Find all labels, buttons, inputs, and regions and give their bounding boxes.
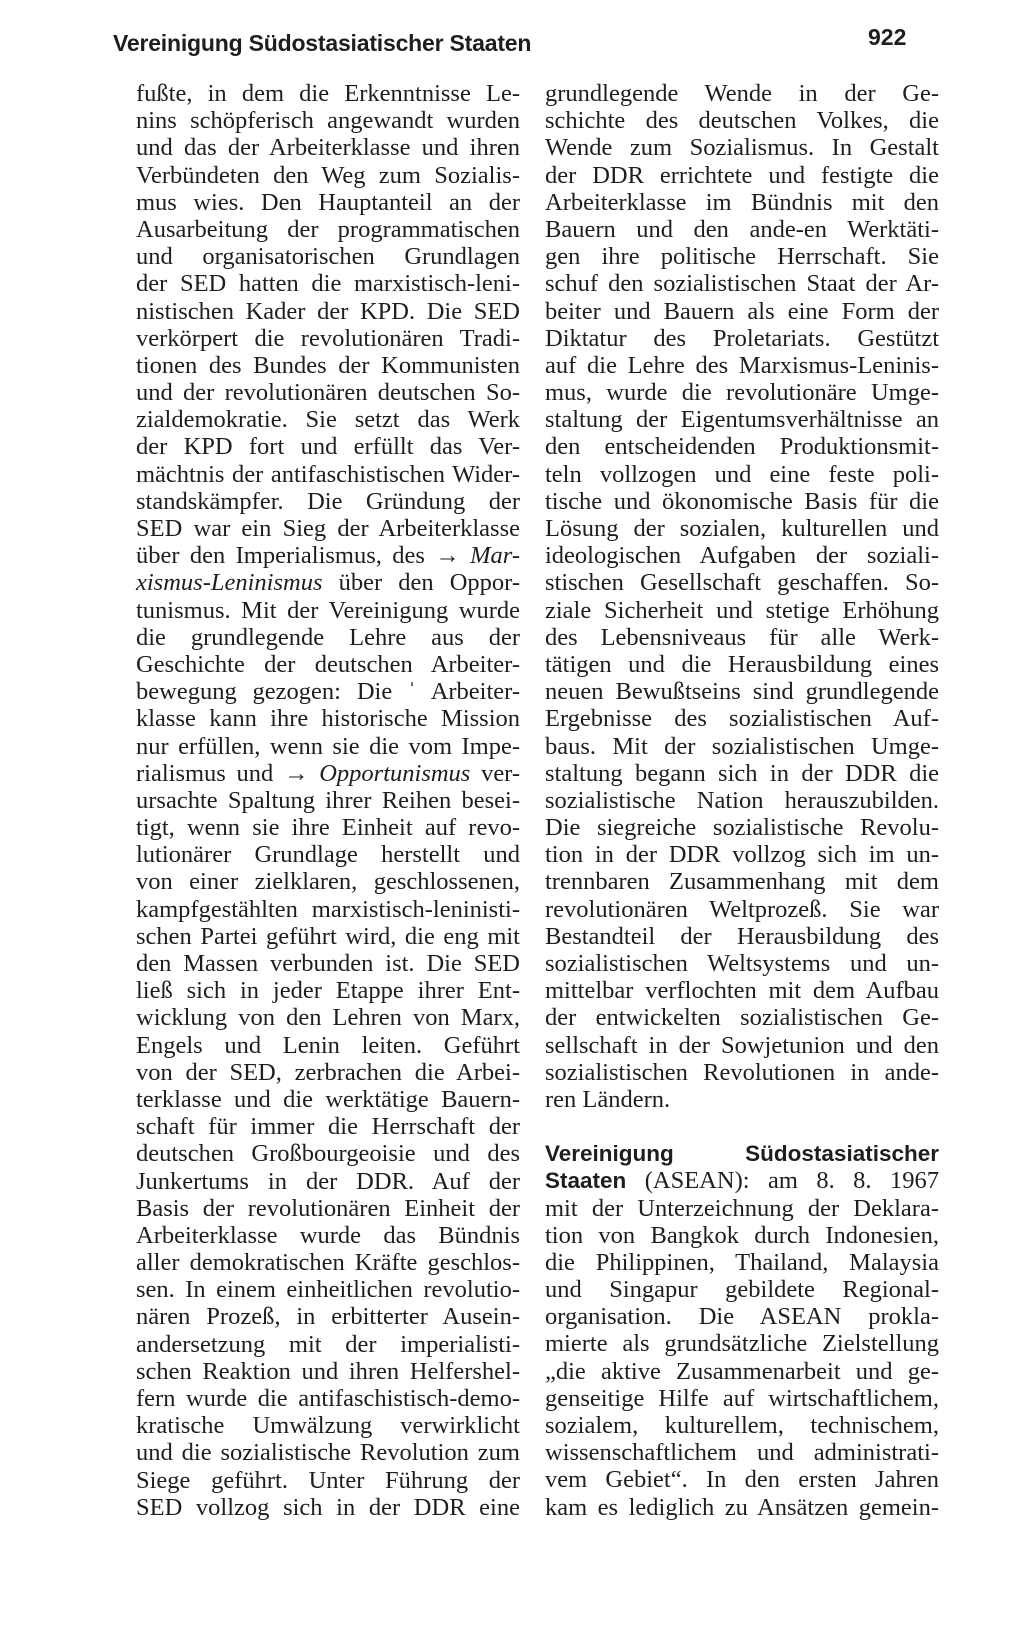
text-line: Geschichte der deutschen Arbeiter- xyxy=(136,650,520,678)
text-line: sen. In einem einheitlichen revolutio- xyxy=(136,1276,520,1304)
text-line xyxy=(136,542,520,569)
text-line: Junkertums in der DDR. Auf der xyxy=(136,1167,520,1195)
text-line: wissenschaftlichem und administrati- xyxy=(545,1439,939,1467)
text-line: nins schöpferisch angewandt wurden xyxy=(136,107,520,135)
cross-reference-arrow: → xyxy=(284,759,309,787)
text-line: standskämpfer. Die Gründung der xyxy=(136,487,520,515)
text-line: Diktatur des Proletariats. Gestützt xyxy=(545,324,939,352)
text-line: die grundlegende Lehre aus der xyxy=(136,623,520,651)
text-line: neuen Bewußtseins sind grundlegende xyxy=(545,678,939,706)
text-line: ursachte Spaltung ihrer Reihen besei- xyxy=(136,786,520,814)
text-line: gen ihre politische Herrschaft. Sie xyxy=(545,243,939,271)
text-line: mus wies. Den Hauptanteil an der xyxy=(136,188,520,216)
text-line: andersetzung mit der imperialisti- xyxy=(136,1330,520,1358)
page-number: 922 xyxy=(868,24,907,50)
text-line: fußte, in dem die Erkenntnisse Le- xyxy=(136,80,520,107)
text-line: beiter und Bauern als eine Form der xyxy=(545,297,939,325)
text-line: sellschaft in der Sowjetunion und den xyxy=(545,1031,939,1059)
entry-headword: Staaten xyxy=(545,1168,627,1194)
text-line: genseitige Hilfe auf wirtschaftlichem, xyxy=(545,1384,939,1412)
text-line: mittelbar verflochten mit dem Aufbau xyxy=(545,977,939,1005)
text-line: Lösung der sozialen, kulturellen und xyxy=(545,515,939,542)
text-line xyxy=(136,569,520,596)
entry-date: am 8. 8. 1967 xyxy=(767,1167,940,1195)
text-segment: über den Imperialismus, des xyxy=(136,542,425,570)
text-line: und Singapur gebildete Regional- xyxy=(545,1276,939,1304)
text-line: Ergebnisse des sozialistischen Auf- xyxy=(545,705,939,733)
text-line: schichte des deutschen Volkes, die xyxy=(545,107,939,135)
text-line: ließ sich in jeder Etappe ihrer Ent- xyxy=(136,977,520,1005)
text-line: schen Reaktion und ihren Helfershel- xyxy=(136,1357,520,1385)
text-segment: über den Oppor- xyxy=(338,569,520,597)
text-line: mierte als grundsätzliche Zielstellung xyxy=(545,1330,939,1358)
text-line: mus, wurde die revolutionäre Umge- xyxy=(545,379,939,407)
text-line: stischen Gesellschaft geschaffen. So- xyxy=(545,569,939,597)
text-line: verkörpert die revolutionären Tradi- xyxy=(136,324,520,352)
text-line: Engels und Lenin leiten. Geführt xyxy=(136,1031,520,1059)
text-line: kam es lediglich zu Ansätzen gemein- xyxy=(545,1493,939,1521)
text-line: auf die Lehre des Marxismus-Leninis- xyxy=(545,351,939,379)
text-line: kratische Umwälzung verwirklicht xyxy=(136,1412,520,1440)
entry-headword-line xyxy=(545,1167,939,1194)
entry-separator xyxy=(545,1113,939,1140)
text-line: Arbeiterklasse wurde das Bündnis xyxy=(136,1221,520,1249)
text-line: von der SED, zerbrachen die Arbei- xyxy=(136,1058,520,1086)
text-line: tische und ökonomische Basis für die xyxy=(545,487,939,515)
text-line: wicklung von den Lehren von Marx, xyxy=(136,1004,520,1032)
text-line: ideologischen Aufgaben der soziali- xyxy=(545,542,939,570)
text-line: die Philippinen, Thailand, Malaysia xyxy=(545,1248,939,1276)
text-line: Siege geführt. Unter Führung der xyxy=(136,1466,520,1494)
running-title: Vereinigung Südostasiatischer Staaten xyxy=(113,30,532,56)
text-line: nistischen Kader der KPD. Die SED xyxy=(136,297,520,325)
text-line: mit der Unterzeichnung der Deklara- xyxy=(545,1194,939,1222)
text-line: deutschen Großbourgeoisie und des xyxy=(136,1140,520,1168)
text-line: den entscheidenden Produktionsmit- xyxy=(545,433,939,461)
text-line: klasse kann ihre historische Mission xyxy=(136,705,520,733)
text-line: Wende zum Sozialismus. In Gestalt xyxy=(545,134,939,162)
text-line: sozialistischen Revolutionen in ande- xyxy=(545,1058,939,1086)
text-line: aller demokratischen Kräfte geschlos- xyxy=(136,1249,520,1277)
text-line: der SED hatten die marxistisch-leni- xyxy=(136,270,520,298)
text-line: sozialistischen Weltsystems und un- xyxy=(545,950,939,977)
text-line: baus. Mit der sozialistischen Umge- xyxy=(545,732,939,760)
text-line: fern wurde die antifaschistisch-demo- xyxy=(136,1385,520,1412)
text-line: „die aktive Zusammenarbeit und ge- xyxy=(545,1357,939,1385)
text-line: grundlegende Wende in der Ge- xyxy=(545,80,939,107)
text-line: von einer zielklaren, geschlossenen, xyxy=(136,868,520,896)
text-line: der DDR errichtete und festigte die xyxy=(545,161,939,189)
cross-reference-arrow: → xyxy=(435,542,460,570)
text-line: tion von Bangkok durch Indonesien, xyxy=(545,1221,939,1249)
text-line: nur erfüllen, wenn sie die vom Impe- xyxy=(136,732,520,760)
text-line: tion in der DDR vollzog sich im un- xyxy=(545,841,939,869)
text-line: lutionärer Grundlage herstellt und xyxy=(136,841,520,869)
text-line: terklasse und die werktätige Bauern- xyxy=(136,1085,520,1113)
text-line: teln vollzogen und eine feste poli- xyxy=(545,460,939,488)
text-line: tätigen und die Herausbildung eines xyxy=(545,650,939,678)
text-segment: rialismus und xyxy=(136,759,274,787)
text-line: ziale Sicherheit und stetige Erhöhung xyxy=(545,596,939,624)
text-line: mächtnis der antifaschistischen Wider- xyxy=(136,460,520,488)
text-line: Ausarbeitung der programmatischen xyxy=(136,215,520,243)
cross-reference-link[interactable]: xismus-Leninismus xyxy=(136,569,323,597)
text-line: sozialem, kulturellem, technischem, xyxy=(545,1412,939,1439)
left-column xyxy=(136,80,520,1521)
text-line: der entwickelten sozialistischen Ge- xyxy=(545,1004,939,1032)
text-line: tionen des Bundes der Kommunisten xyxy=(136,351,520,379)
text-line: Arbeiterklasse im Bündnis mit den xyxy=(545,188,939,216)
cross-reference-link[interactable]: Opportunismus xyxy=(319,759,471,787)
text-line: ren Ländern. xyxy=(545,1085,671,1113)
text-segment: ver- xyxy=(481,759,521,787)
text-line: SED war ein Sieg der Arbeiterklasse xyxy=(136,515,520,542)
text-line: Bestandteil der Herausbildung des xyxy=(545,922,939,950)
text-line: schen Partei geführt wird, die eng mit xyxy=(136,922,520,950)
text-line: Verbündeten den Weg zum Sozialis- xyxy=(136,161,520,189)
text-line: Basis der revolutionären Einheit der xyxy=(136,1194,520,1222)
text-line: Bauern und den ande-en Werktäti- xyxy=(545,215,939,243)
entry-headword-line xyxy=(545,1140,939,1167)
text-line: des Lebensniveaus für alle Werk- xyxy=(545,623,939,651)
text-line: trennbaren Zusammenhang mit dem xyxy=(545,868,939,896)
text-line: den Massen verbunden ist. Die SED xyxy=(136,950,520,977)
entry-headword: Vereinigung xyxy=(545,1141,674,1167)
right-column xyxy=(545,80,939,1521)
dictionary-entry xyxy=(545,1140,939,1521)
text-line: vem Gebiet“. In den ersten Jahren xyxy=(545,1466,939,1494)
cross-reference-link[interactable]: Mar- xyxy=(470,542,521,570)
text-line: staltung der Eigentumsverhältnisse an xyxy=(545,406,939,434)
text-line: bewegung gezogen: Die ˈ Arbeiter- xyxy=(136,678,520,706)
text-line: revolutionären Weltprozeß. Sie war xyxy=(545,895,939,923)
text-line: nären Prozeß, in erbitterter Ausein- xyxy=(136,1303,520,1331)
text-line: kampfgestählten marxistisch-leninisti- xyxy=(136,895,520,923)
text-line: tunismus. Mit der Vereinigung wurde xyxy=(136,596,520,624)
text-line: und das der Arbeiterklasse und ihren xyxy=(136,134,520,162)
text-line: tigt, wenn sie ihre Einheit auf revo- xyxy=(136,814,520,842)
text-line: sozialistische Nation herauszubilden. xyxy=(545,786,939,814)
text-line: und der revolutionären deutschen So- xyxy=(136,379,520,407)
text-line: schuf den sozialistischen Staat der Ar- xyxy=(545,270,939,298)
text-line: der KPD fort und erfüllt das Ver- xyxy=(136,433,520,461)
entry-headword: Südostasiatischer xyxy=(745,1141,939,1167)
text-line: organisation. Die ASEAN prokla- xyxy=(545,1303,939,1331)
text-line: SED vollzog sich in der DDR eine xyxy=(136,1493,520,1521)
text-line: und die sozialistische Revolution zum xyxy=(136,1439,520,1467)
text-line: Die siegreiche sozialistische Revolu- xyxy=(545,814,939,842)
text-line xyxy=(136,760,520,787)
text-line: staltung begann sich in der DDR die xyxy=(545,759,939,787)
entry-abbreviation: (ASEAN): xyxy=(644,1167,750,1195)
text-line: schaft für immer die Herrschaft der xyxy=(136,1113,520,1141)
text-line: und organisatorischen Grundlagen xyxy=(136,243,520,271)
text-line: zialdemokratie. Sie setzt das Werk xyxy=(136,406,520,434)
